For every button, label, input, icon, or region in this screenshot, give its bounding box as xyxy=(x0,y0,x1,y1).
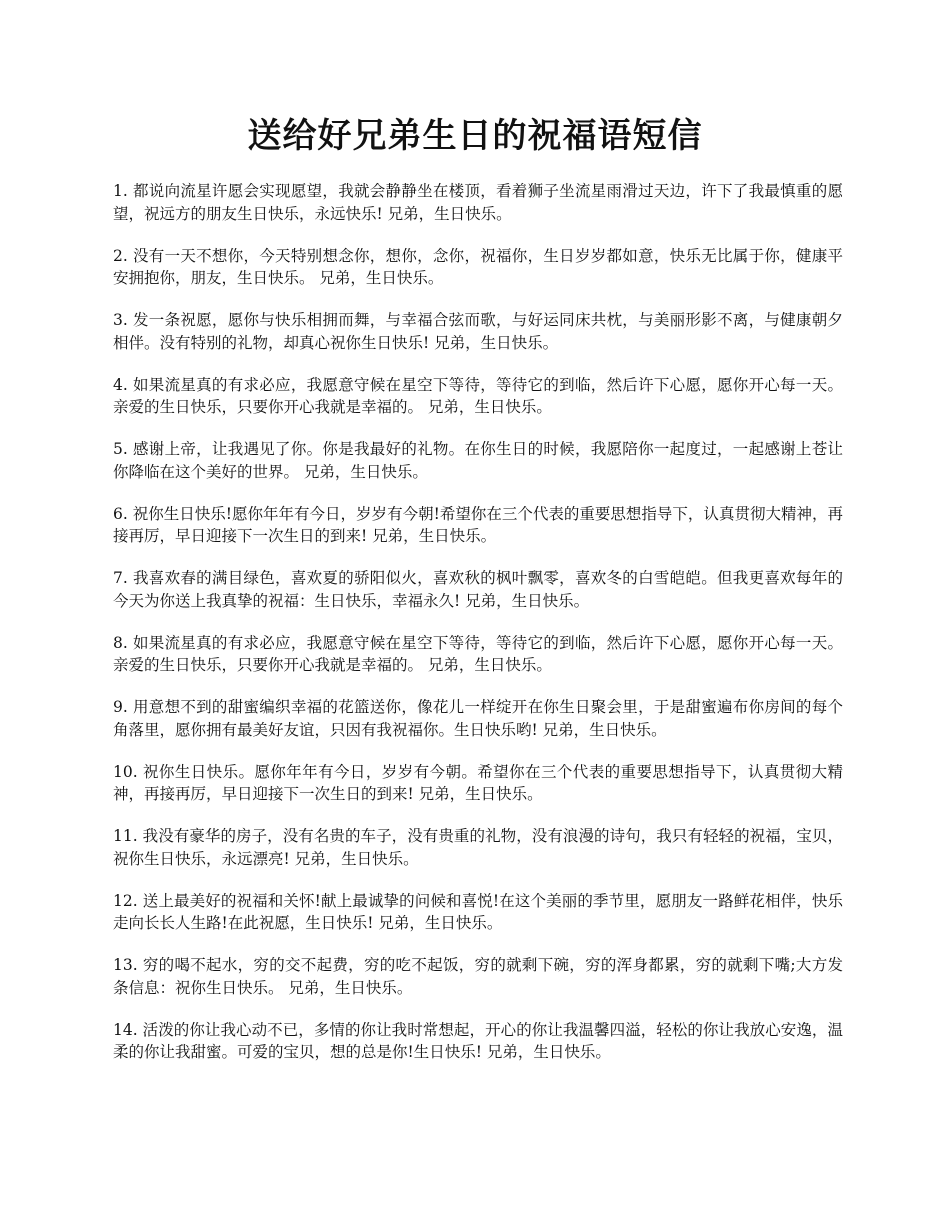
paragraph-6: 6. 祝你生日快乐!愿你年年有今日，岁岁有今朝!希望你在三个代表的重要思想指导下，认真贯彻大精神，再接再厉，早日迎接下一次生日的到来! 兄弟，生日快乐。 xyxy=(113,504,843,545)
paragraph-13: 13. 穷的喝不起水，穷的交不起费，穷的吃不起饭，穷的就剩下碗，穷的浑身都累，穷的就剩下嘴;大方发条信息：祝你生日快乐。 兄弟，生日快乐。 xyxy=(113,956,843,997)
paragraph-1: 1. 都说向流星许愿会实现愿望，我就会静静坐在楼顶，看着狮子坐流星雨滑过天边，许下了我最慎重的愿望，祝远方的朋友生日快乐，永远快乐! 兄弟，生日快乐。 xyxy=(113,182,843,223)
paragraph-11: 11. 我没有豪华的房子，没有名贵的车子，没有贵重的礼物，没有浪漫的诗句，我只有轻轻的祝福，宝贝，祝你生日快乐，永远漂亮! 兄弟，生日快乐。 xyxy=(113,827,843,868)
paragraph-9: 9. 用意想不到的甜蜜编织幸福的花篮送你，像花儿一样绽开在你生日聚会里，于是甜蜜遍布你房间的每个角落里，愿你拥有最美好友谊，只因有我祝福你。生日快乐哟! 兄弟，生日快乐。 xyxy=(113,698,843,739)
paragraph-3: 3. 发一条祝愿，愿你与快乐相拥而舞，与幸福合弦而歌，与好运同床共枕，与美丽形影不离，与健康朝夕相伴。没有特别的礼物，却真心祝你生日快乐! 兄弟，生日快乐。 xyxy=(113,311,843,352)
document-title: 送给好兄弟生日的祝福语短信 xyxy=(247,116,703,156)
paragraph-14: 14. 活泼的你让我心动不已，多情的你让我时常想起，开心的你让我温馨四溢，轻松的你让我放心安逸，温柔的你让我甜蜜。可爱的宝贝，想的总是你!生日快乐! 兄弟，生日快乐。 xyxy=(113,1020,843,1061)
paragraph-10: 10. 祝你生日快乐。愿你年年有今日，岁岁有今朝。希望你在三个代表的重要思想指导下，认真贯彻大精神，再接再厉，早日迎接下一次生日的到来! 兄弟，生日快乐。 xyxy=(113,762,843,803)
document-body xyxy=(113,180,843,1083)
paragraph-4: 4. 如果流星真的有求必应，我愿意守候在星空下等待，等待它的到临，然后许下心愿，愿你开心每一天。亲爱的生日快乐，只要你开心我就是幸福的。 兄弟，生日快乐。 xyxy=(113,375,843,416)
paragraph-5: 5. 感谢上帝，让我遇见了你。你是我最好的礼物。在你生日的时候，我愿陪你一起度过，一起感谢上苍让你降临在这个美好的世界。 兄弟，生日快乐。 xyxy=(113,440,843,481)
paragraph-2: 2. 没有一天不想你，今天特别想念你，想你，念你，祝福你，生日岁岁都如意，快乐无比属于你，健康平安拥抱你，朋友，生日快乐。 兄弟，生日快乐。 xyxy=(113,246,843,287)
paragraph-12: 12. 送上最美好的祝福和关怀!献上最诚挚的问候和喜悦!在这个美丽的季节里，愿朋友一路鲜花相伴，快乐走向长长人生路!在此祝愿，生日快乐! 兄弟，生日快乐。 xyxy=(113,891,843,932)
paragraph-7: 7. 我喜欢春的满目绿色，喜欢夏的骄阳似火，喜欢秋的枫叶飘零，喜欢冬的白雪皑皑。但我更喜欢每年的今天为你送上我真挚的祝福：生日快乐，幸福永久! 兄弟，生日快乐。 xyxy=(113,569,843,610)
paragraph-8: 8. 如果流星真的有求必应，我愿意守候在星空下等待，等待它的到临，然后许下心愿，愿你开心每一天。亲爱的生日快乐，只要你开心我就是幸福的。 兄弟，生日快乐。 xyxy=(113,633,843,674)
